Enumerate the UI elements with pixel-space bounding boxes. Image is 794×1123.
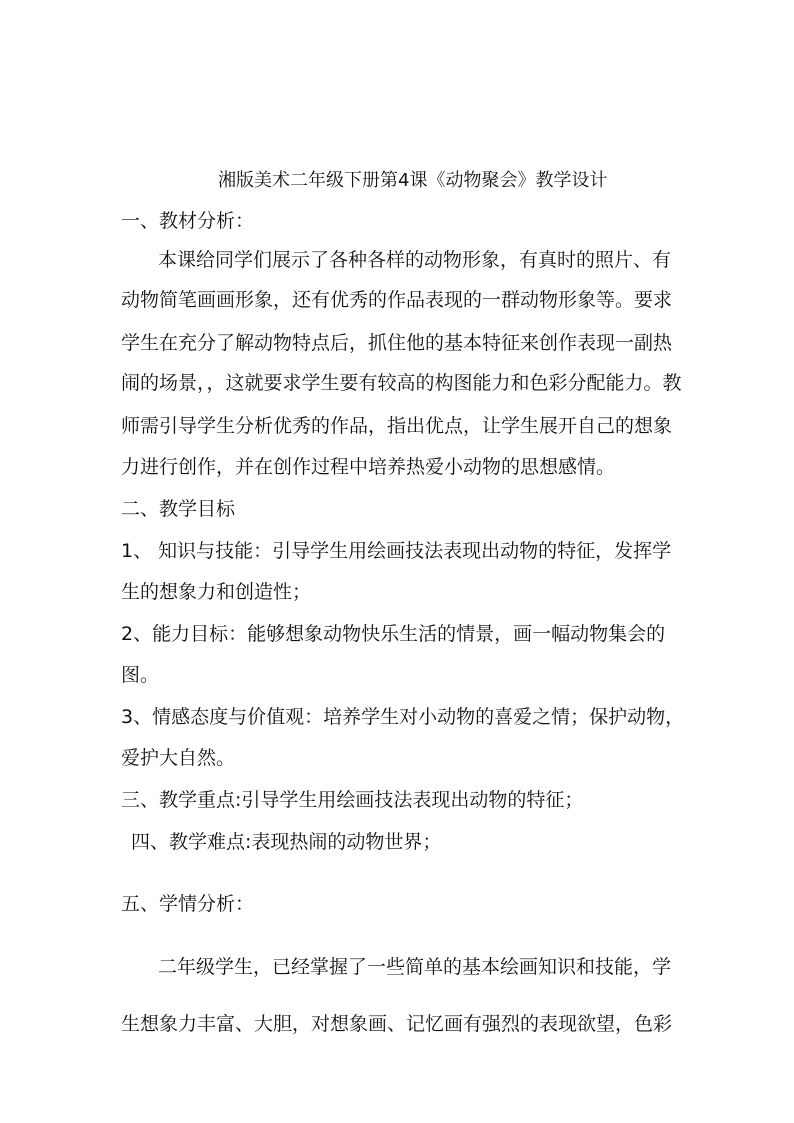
objective-item-2: 2、能力目标：能够想象动物快乐生活的情景，画一幅动物集会的 bbox=[121, 623, 666, 645]
section1-paragraph-line: 本课给同学们展示了各种各样的动物形象，有真时的照片、有 bbox=[158, 249, 672, 271]
section3-key-point: 三、教学重点:引导学生用绘画技法表现出动物的特征； bbox=[121, 789, 584, 811]
objective-item-1: 1、 知识与技能：引导学生用绘画技法表现出动物的特征，发挥学 bbox=[121, 540, 672, 562]
section4-difficulty: 四、教学难点:表现热闹的动物世界； bbox=[131, 831, 442, 853]
section1-heading: 一、教材分析： bbox=[121, 210, 255, 232]
section1-paragraph-line: 闹的场景，，这就要求学生要有较高的构图能力和色彩分配能力。教 bbox=[121, 372, 682, 394]
section1-paragraph-line: 学生在充分了解动物特点后，抓住他的基本特征来创作表现一副热 bbox=[121, 332, 673, 354]
section5-heading: 五、学情分析： bbox=[121, 893, 255, 915]
section1-paragraph-line: 力进行创作，并在创作过程中培养热爱小动物的思想感情。 bbox=[121, 456, 616, 478]
objective-item-2-cont: 图。 bbox=[121, 664, 160, 686]
section2-heading: 二、教学目标 bbox=[121, 498, 236, 520]
section1-paragraph-line: 师需引导学生分析优秀的作品，指出优点，让学生展开自己的想象 bbox=[121, 415, 673, 437]
section5-paragraph-line: 生想象力丰富、大胆，对想象画、记忆画有强烈的表现欲望，色彩 bbox=[121, 1013, 673, 1035]
document-title: 湘版美术二年级下册第4课《动物聚会》教学设计 bbox=[218, 170, 608, 191]
section5-paragraph-line: 二年级学生，已经掌握了一些简单的基本绘画知识和技能，学 bbox=[158, 956, 672, 978]
objective-item-3: 3、情感态度与价值观：培养学生对小动物的喜爱之情；保护动物， bbox=[121, 706, 685, 728]
section1-paragraph-line: 动物简笔画画形象，还有优秀的作品表现的一群动物形象等。要求 bbox=[121, 289, 673, 311]
objective-item-3-cont: 爱护大自然。 bbox=[121, 747, 236, 769]
objective-item-1-cont: 生的想象力和创造性； bbox=[121, 581, 312, 603]
